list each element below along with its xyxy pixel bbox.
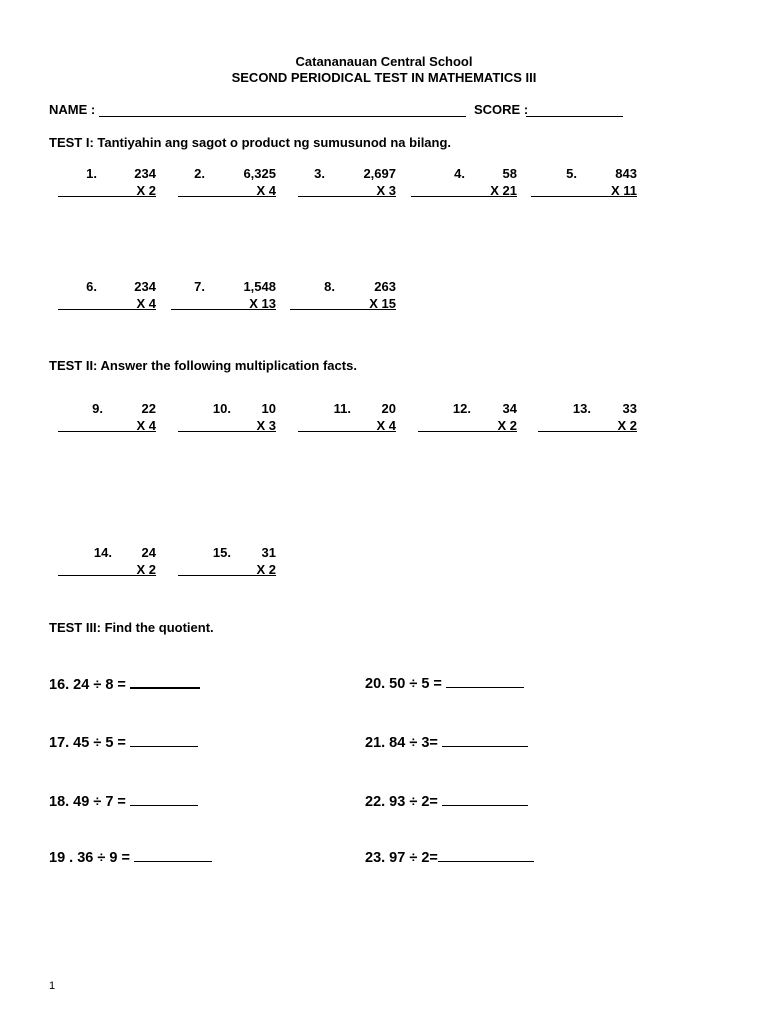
answer-line[interactable] bbox=[290, 309, 396, 310]
answer-line[interactable] bbox=[171, 309, 276, 310]
item-number: 15. bbox=[212, 545, 231, 560]
page-number: 1 bbox=[49, 980, 56, 992]
quotient-item bbox=[49, 675, 200, 693]
multiplicand: 34 bbox=[502, 401, 517, 416]
multiplicand: 24 bbox=[141, 545, 156, 560]
multiplier: X 4 bbox=[136, 296, 156, 311]
answer-line[interactable] bbox=[538, 431, 637, 432]
multiplier: X 2 bbox=[136, 562, 156, 577]
answer-blank[interactable] bbox=[134, 849, 212, 862]
item-number: 2. bbox=[194, 166, 205, 181]
multiplier: X 4 bbox=[256, 183, 276, 198]
answer-line[interactable] bbox=[178, 431, 276, 432]
answer-line[interactable] bbox=[178, 575, 276, 576]
quotient-item bbox=[49, 734, 198, 751]
item-number: 9. bbox=[92, 401, 103, 416]
answer-blank[interactable] bbox=[442, 734, 528, 747]
item-number: 13. bbox=[572, 401, 591, 416]
answer-line[interactable] bbox=[178, 196, 276, 197]
multiplier: X 3 bbox=[256, 418, 276, 433]
test3-instruction: TEST III: Find the quotient. bbox=[49, 620, 214, 635]
item-number: 12. bbox=[452, 401, 471, 416]
answer-blank[interactable] bbox=[130, 734, 198, 747]
multiplier: X 2 bbox=[617, 418, 637, 433]
answer-blank[interactable] bbox=[446, 675, 524, 688]
name-label: NAME : bbox=[49, 102, 96, 117]
quotient-expression: 18. 49 ÷ 7 = bbox=[49, 794, 126, 810]
multiplier: X 4 bbox=[136, 418, 156, 433]
item-number: 10. bbox=[212, 401, 231, 416]
multiplicand: 843 bbox=[615, 166, 637, 181]
multiplier: X 2 bbox=[497, 418, 517, 433]
item-number: 1. bbox=[86, 166, 97, 181]
test2-instruction: TEST II: Answer the following multiplication facts. bbox=[49, 358, 357, 373]
multiplicand: 6,325 bbox=[243, 166, 276, 181]
school-name: Catananauan Central School bbox=[295, 54, 473, 69]
answer-line[interactable] bbox=[58, 431, 156, 432]
answer-line[interactable] bbox=[418, 431, 517, 432]
quotient-expression: 22. 93 ÷ 2= bbox=[365, 794, 438, 810]
test-title: SECOND PERIODICAL TEST IN MATHEMATICS III bbox=[231, 70, 537, 85]
answer-line[interactable] bbox=[531, 196, 637, 197]
quotient-item bbox=[49, 849, 212, 866]
item-number: 6. bbox=[86, 279, 97, 294]
item-number: 4. bbox=[454, 166, 465, 181]
multiplier: X 2 bbox=[136, 183, 156, 198]
answer-line[interactable] bbox=[411, 196, 517, 197]
multiplier: X 11 bbox=[610, 183, 637, 198]
multiplicand: 20 bbox=[381, 401, 396, 416]
answer-blank[interactable] bbox=[130, 675, 200, 689]
quotient-item bbox=[365, 734, 528, 751]
multiplicand: 22 bbox=[141, 401, 156, 416]
multiplicand: 234 bbox=[134, 166, 156, 181]
multiplier: X 13 bbox=[249, 296, 276, 311]
multiplicand: 10 bbox=[261, 401, 276, 416]
score-label: SCORE : bbox=[474, 102, 529, 117]
score-field[interactable] bbox=[526, 116, 623, 117]
quotient-expression: 20. 50 ÷ 5 = bbox=[365, 676, 442, 692]
multiplicand: 2,697 bbox=[363, 166, 396, 181]
item-number: 14. bbox=[93, 545, 112, 560]
answer-line[interactable] bbox=[298, 431, 396, 432]
multiplier: X 21 bbox=[490, 183, 517, 198]
multiplier: X 15 bbox=[369, 296, 396, 311]
multiplicand: 58 bbox=[502, 166, 517, 181]
quotient-expression: 17. 45 ÷ 5 = bbox=[49, 735, 126, 751]
item-number: 8. bbox=[324, 279, 335, 294]
multiplier: X 3 bbox=[376, 183, 396, 198]
answer-blank[interactable] bbox=[130, 793, 198, 806]
multiplier: X 4 bbox=[376, 418, 396, 433]
answer-blank[interactable] bbox=[442, 793, 528, 806]
quotient-item bbox=[365, 849, 534, 866]
multiplier: X 2 bbox=[256, 562, 276, 577]
multiplicand: 31 bbox=[261, 545, 276, 560]
quotient-expression: 21. 84 ÷ 3= bbox=[365, 735, 438, 751]
multiplicand: 234 bbox=[134, 279, 156, 294]
answer-blank[interactable] bbox=[438, 849, 534, 862]
quotient-item bbox=[49, 793, 198, 810]
item-number: 11. bbox=[333, 401, 351, 416]
answer-line[interactable] bbox=[58, 196, 156, 197]
name-field[interactable] bbox=[99, 116, 466, 117]
item-number: 7. bbox=[194, 279, 205, 294]
item-number: 3. bbox=[314, 166, 325, 181]
quotient-item bbox=[365, 675, 524, 692]
item-number: 5. bbox=[566, 166, 577, 181]
quotient-item bbox=[365, 793, 528, 810]
answer-line[interactable] bbox=[298, 196, 396, 197]
quotient-expression: 19 . 36 ÷ 9 = bbox=[49, 850, 130, 866]
quotient-expression: 16. 24 ÷ 8 = bbox=[49, 677, 126, 693]
multiplicand: 33 bbox=[622, 401, 637, 416]
multiplicand: 263 bbox=[374, 279, 396, 294]
test1-instruction: TEST I: Tantiyahin ang sagot o product ng sumusunod na bilang. bbox=[49, 135, 452, 150]
multiplicand: 1,548 bbox=[243, 279, 276, 294]
quotient-expression: 23. 97 ÷ 2= bbox=[365, 850, 438, 866]
answer-line[interactable] bbox=[58, 309, 156, 310]
answer-line[interactable] bbox=[58, 575, 156, 576]
